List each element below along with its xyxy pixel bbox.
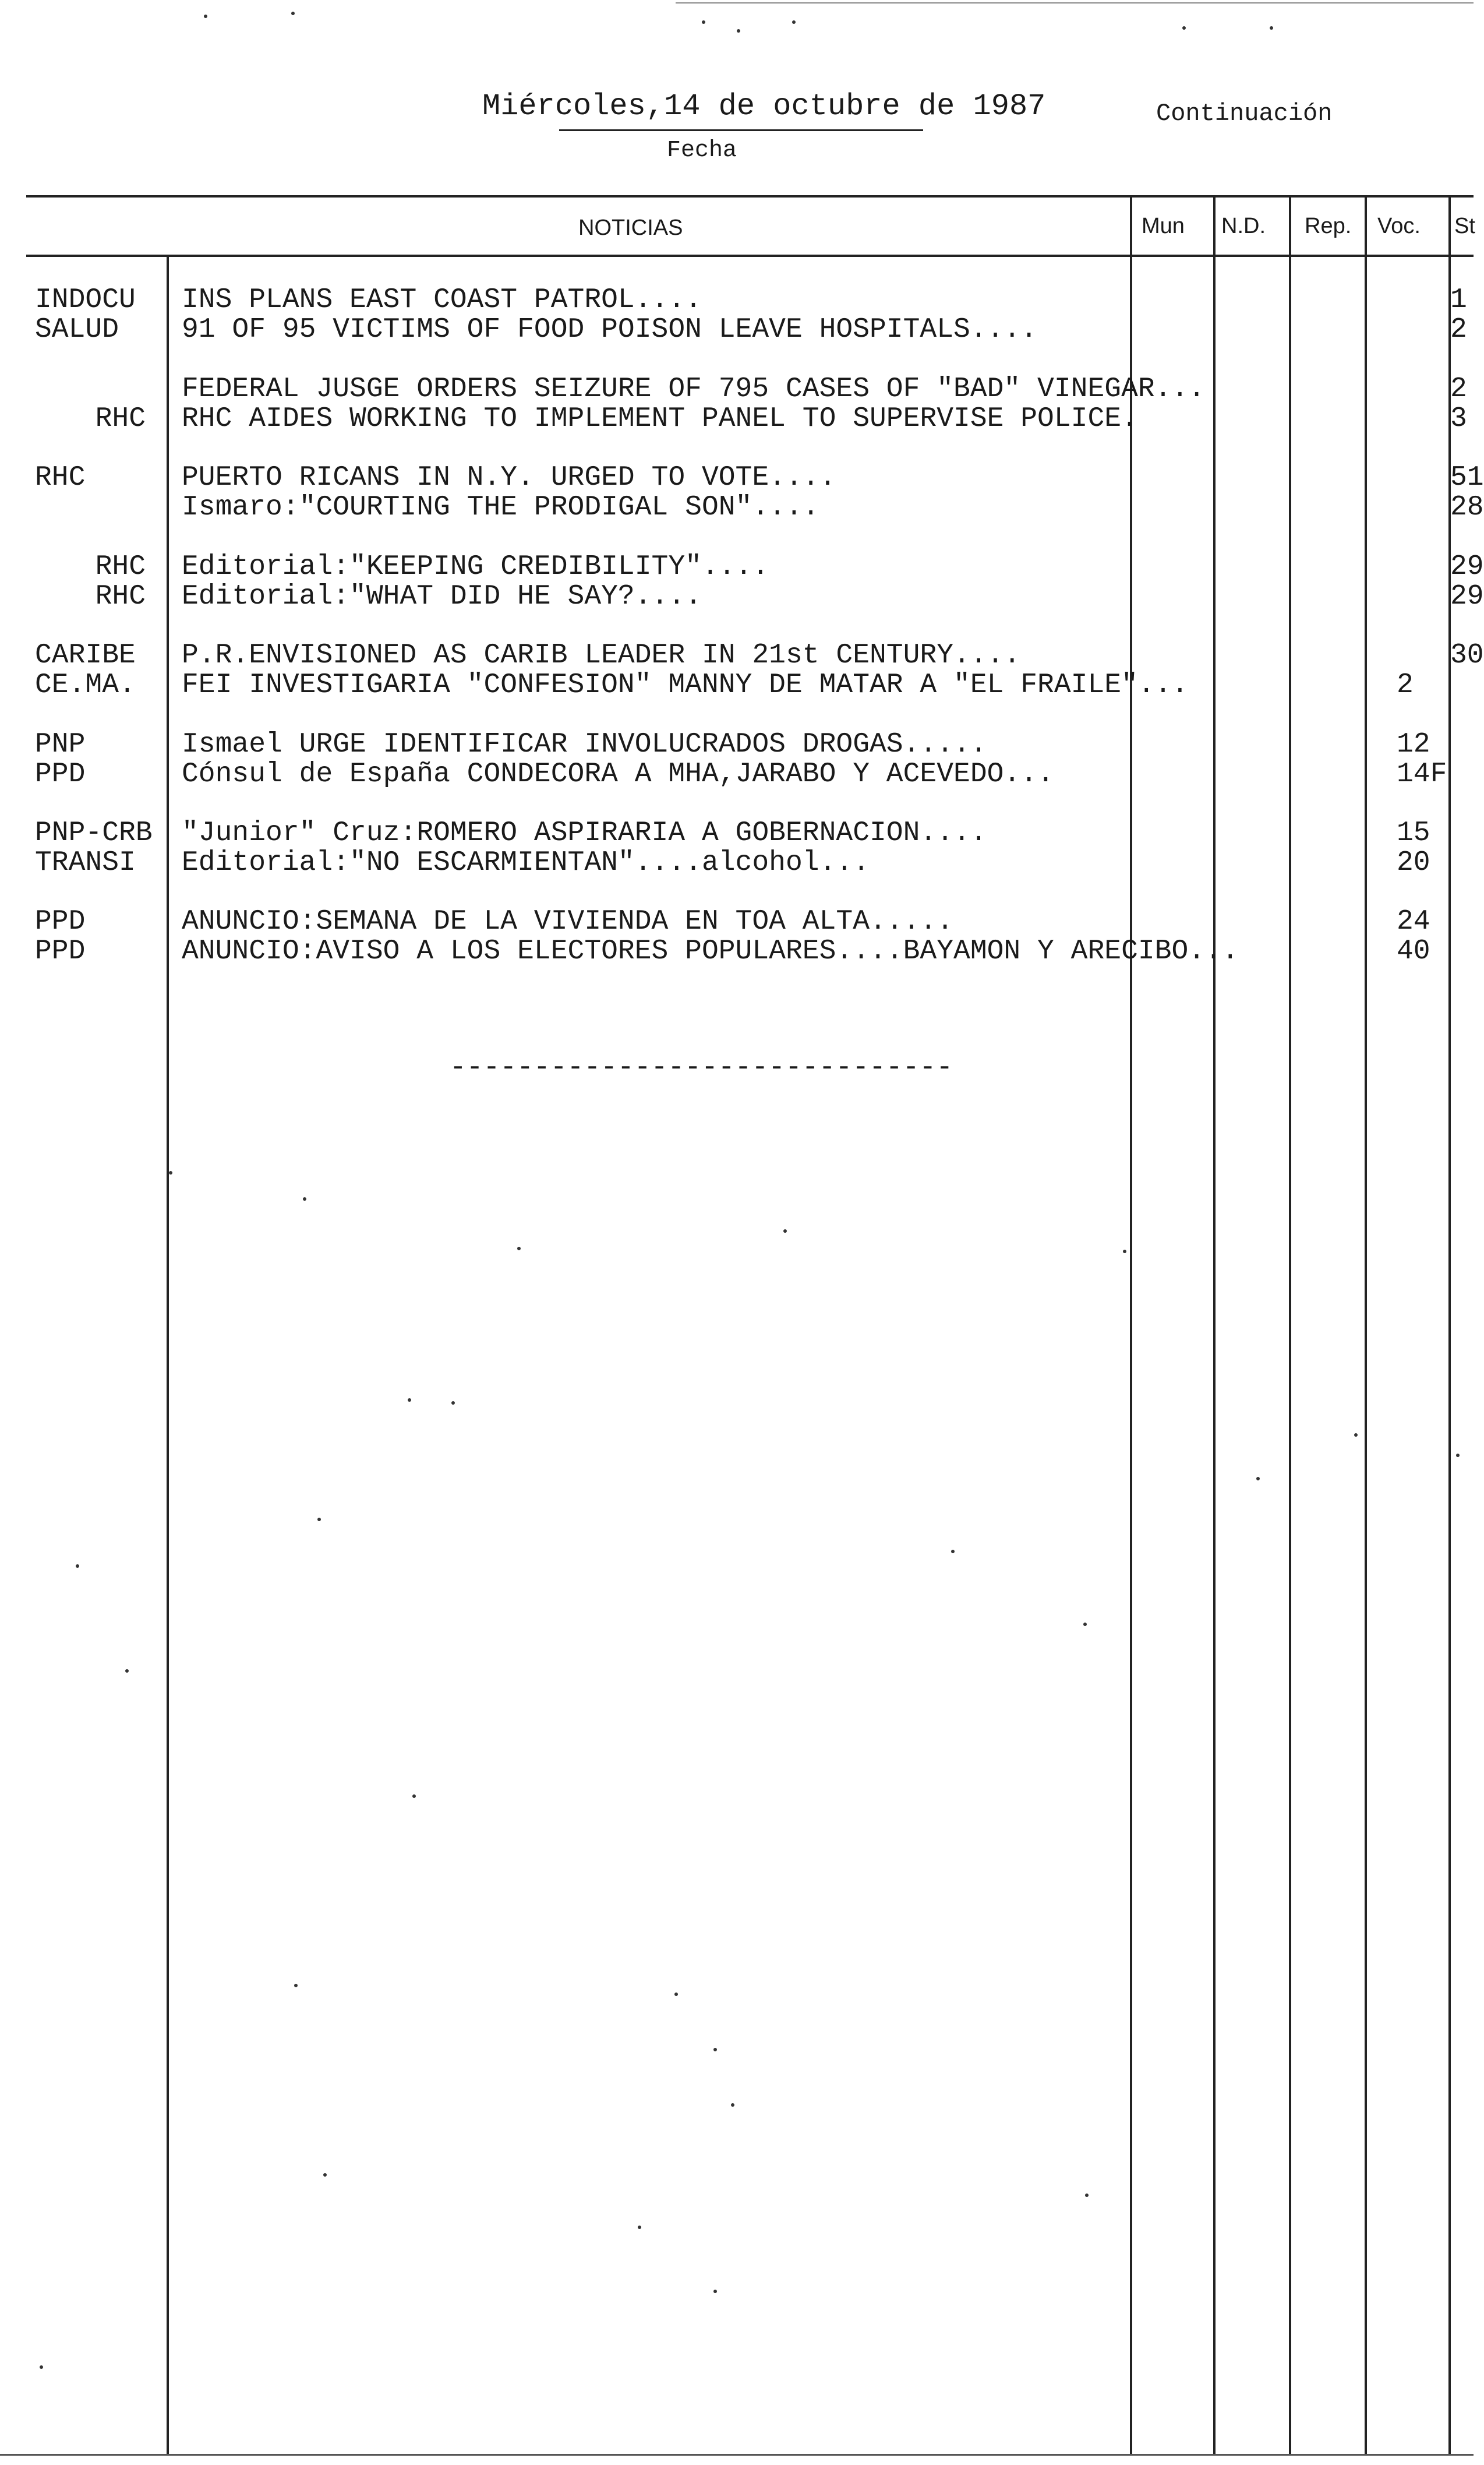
scan-speck bbox=[169, 1171, 172, 1175]
scan-speck bbox=[412, 1794, 416, 1798]
scan-speck bbox=[792, 20, 796, 24]
column-divider-tag bbox=[167, 255, 169, 2454]
scan-speck bbox=[408, 1398, 411, 1402]
row-voc: 24 bbox=[1397, 906, 1430, 937]
table-top-rule bbox=[26, 195, 1474, 198]
row-tag: PPD bbox=[35, 906, 86, 937]
column-header-noticias: NOTICIAS bbox=[578, 216, 683, 240]
column-divider-rep bbox=[1289, 195, 1291, 2454]
date-label: Fecha bbox=[667, 137, 737, 164]
row-st: 30 bbox=[1450, 640, 1484, 671]
row-tag: RHC bbox=[95, 403, 146, 435]
row-st: 28 bbox=[1450, 492, 1484, 523]
page-date: Miércoles,14 de octubre de 1987 bbox=[482, 89, 1046, 124]
table-bottom-rule bbox=[0, 2454, 1474, 2456]
row-headline: PUERTO RICANS IN N.Y. URGED TO VOTE.... bbox=[182, 462, 836, 493]
column-divider-voc bbox=[1365, 195, 1367, 2454]
row-headline: Ismael URGE IDENTIFICAR INVOLUCRADOS DROGAS..... bbox=[182, 729, 987, 760]
row-headline: "Junior" Cruz:ROMERO ASPIRARIA A GOBERNACION.... bbox=[182, 817, 987, 849]
scan-speck bbox=[1085, 2194, 1089, 2197]
row-voc: 12 bbox=[1397, 729, 1430, 760]
row-tag: SALUD bbox=[35, 314, 119, 345]
column-divider-mun bbox=[1130, 195, 1132, 2454]
row-headline: ANUNCIO:SEMANA DE LA VIVIENDA EN TOA ALTA..... bbox=[182, 906, 954, 937]
date-underline bbox=[559, 129, 923, 131]
row-headline: Editorial:"KEEPING CREDIBILITY".... bbox=[182, 551, 769, 583]
scan-speck bbox=[737, 29, 740, 33]
row-tag: PNP-CRB bbox=[35, 817, 153, 849]
scan-speck bbox=[783, 1229, 787, 1233]
scan-speck bbox=[451, 1401, 455, 1405]
column-header-mun: Mun bbox=[1142, 214, 1185, 238]
scan-speck bbox=[125, 1669, 129, 1673]
row-headline: Cónsul de España CONDECORA A MHA,JARABO Y ACEVEDO... bbox=[182, 759, 1054, 790]
row-tag: PPD bbox=[35, 936, 86, 967]
column-header-voc: Voc. bbox=[1377, 214, 1421, 238]
row-headline: FEI INVESTIGARIA "CONFESION" MANNY DE MATAR A "EL FRAILE"... bbox=[182, 669, 1189, 701]
row-tag: TRANSI bbox=[35, 847, 136, 879]
scan-speck bbox=[204, 15, 207, 18]
scan-speck bbox=[303, 1197, 306, 1201]
row-tag: RHC bbox=[35, 462, 86, 493]
row-voc: 40 bbox=[1397, 936, 1430, 967]
column-divider-st bbox=[1448, 195, 1451, 2454]
row-tag: RHC bbox=[95, 581, 146, 612]
row-voc: 20 bbox=[1397, 847, 1430, 879]
scan-speck bbox=[76, 1564, 79, 1568]
scan-speck bbox=[1354, 1433, 1358, 1437]
scan-speck bbox=[294, 1984, 298, 1987]
scan-speck bbox=[1083, 1623, 1087, 1626]
column-header-nd: N.D. bbox=[1221, 214, 1266, 238]
row-st: 2 bbox=[1450, 373, 1467, 405]
scan-speck bbox=[317, 1518, 321, 1521]
scan-speck bbox=[1256, 1477, 1260, 1480]
row-voc: 14F bbox=[1397, 759, 1447, 790]
row-st: 2 bbox=[1450, 314, 1467, 345]
end-of-list-rule: ------------------------------ bbox=[450, 1052, 953, 1084]
row-headline: RHC AIDES WORKING TO IMPLEMENT PANEL TO SUPERVISE POLICE. bbox=[182, 403, 1138, 435]
row-headline: 91 OF 95 VICTIMS OF FOOD POISON LEAVE HOSPITALS.... bbox=[182, 314, 1038, 345]
scan-speck bbox=[951, 1550, 955, 1553]
row-st: 29 bbox=[1450, 581, 1484, 612]
row-st: 51 bbox=[1450, 462, 1484, 493]
row-headline: Editorial:"WHAT DID HE SAY?.... bbox=[182, 581, 702, 612]
scan-speck bbox=[1123, 1250, 1126, 1253]
row-headline: P.R.ENVISIONED AS CARIB LEADER IN 21st CENTURY.... bbox=[182, 640, 1021, 671]
row-tag: CARIBE bbox=[35, 640, 136, 671]
row-tag: INDOCU bbox=[35, 284, 136, 316]
scan-speck bbox=[40, 2365, 43, 2369]
scan-speck bbox=[638, 2226, 641, 2229]
row-tag: PNP bbox=[35, 729, 86, 760]
row-headline: FEDERAL JUSGE ORDERS SEIZURE OF 795 CASES OF "BAD" VINEGAR... bbox=[182, 373, 1206, 405]
column-divider-nd bbox=[1213, 195, 1216, 2454]
scan-speck bbox=[1182, 26, 1186, 30]
column-header-st: St bbox=[1454, 214, 1475, 238]
row-tag: CE.MA. bbox=[35, 669, 136, 701]
scan-speck bbox=[702, 20, 705, 24]
column-header-rep: Rep. bbox=[1305, 214, 1352, 238]
scan-speck bbox=[674, 1993, 678, 1996]
row-st: 29 bbox=[1450, 551, 1484, 583]
scan-speck bbox=[731, 2103, 734, 2107]
row-voc: 2 bbox=[1397, 669, 1414, 701]
table-header-rule bbox=[26, 255, 1474, 257]
scan-speck bbox=[713, 2290, 717, 2293]
scan-speck bbox=[713, 2048, 717, 2051]
row-headline: Ismaro:"COURTING THE PRODIGAL SON".... bbox=[182, 492, 819, 523]
row-tag: PPD bbox=[35, 759, 86, 790]
row-headline: ANUNCIO:AVISO A LOS ELECTORES POPULARES....BAYAMON Y ARECIBO... bbox=[182, 936, 1239, 967]
row-voc: 15 bbox=[1397, 817, 1430, 849]
row-st: 3 bbox=[1450, 403, 1467, 435]
scan-speck bbox=[323, 2173, 327, 2177]
scan-speck bbox=[1270, 26, 1273, 30]
scan-speck bbox=[291, 12, 295, 15]
row-headline: Editorial:"NO ESCARMIENTAN"....alcohol... bbox=[182, 847, 870, 879]
row-tag: RHC bbox=[95, 551, 146, 583]
top-edge-line bbox=[676, 2, 1474, 3]
row-st: 1 bbox=[1450, 284, 1467, 316]
scan-speck bbox=[1456, 1454, 1460, 1457]
scan-speck bbox=[517, 1247, 521, 1250]
row-headline: INS PLANS EAST COAST PATROL.... bbox=[182, 284, 702, 316]
continuation-label: Continuación bbox=[1156, 100, 1333, 128]
